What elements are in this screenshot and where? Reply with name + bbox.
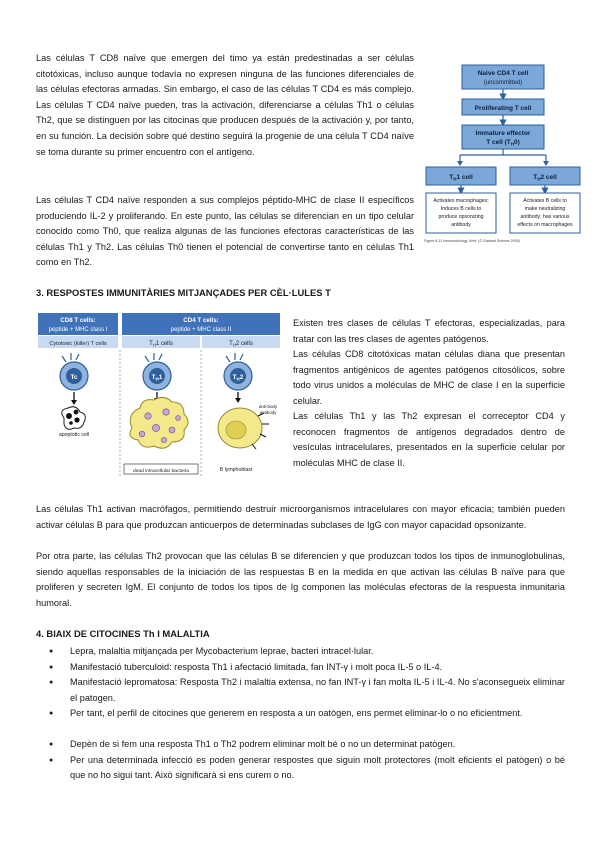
antibody-label-1: anti-body	[258, 404, 278, 409]
section-3-paragraph-3: Las células Th1 y las Th2 expresan el correceptor CD4 y reconocen fragmentos de antígenos degradados dentro de vesículas intracelulares, presentados en la superficie celular por moléculas MHC de clase II.	[293, 411, 565, 468]
section-3-paragraph-4: Las células Th1 activan macrófagos, permitiendo destruir microorganismos intracelulares con mayor eficacia; también pueden activar células B para que produzcan anticuerpos de determinadas subclases de IgG con mayor capacidad opsonizante.	[36, 504, 565, 530]
th2-label: $T_H2$ cell	[533, 174, 557, 182]
svg-text:Tc: Tc	[70, 374, 78, 381]
list-item: ● Per tant, el perfil de citocines que generem en resposta a un oatògen, ens permet eliminar-lo o no eficientment.	[36, 706, 565, 722]
cytotoxic-t-cell-icon	[60, 353, 88, 390]
dead-bacteria-label: dead intracellular bacteria	[132, 469, 190, 474]
b-lymphoblast-label: B lymphoblast	[219, 467, 253, 473]
th2-desc-2: make neutralizing	[524, 206, 566, 212]
th1-desc-3: produce opsonizing	[438, 214, 484, 220]
immature-effector-label: Immature effector	[475, 130, 531, 137]
section-3-paragraph-1: Existen tres clases de células T efectoras, especializadas, para tratar con las tres clases de agentes patógenos.	[293, 318, 565, 344]
figure-caption: Figure 8-11 Immunobiology, 6/ed. (© Garland Science 2005)	[424, 239, 520, 243]
intro-paragraph-2: Las células T CD4 naïve responden a sus complejos péptido-MHC de clase II específicos produciendo IL-2 y proliferando. En este punto, las células se diferencian en un tipo celular conocido como Th0, que realiza algunas de las funciones efectoras características de las células Th1 y Th2. Las células Th0 tienen el potencial de convertirse tanto en células Th1 como en Th2.	[36, 195, 414, 268]
antibody-label-2: antibody	[259, 410, 277, 415]
proliferating-label: Proliferating T cell	[474, 105, 532, 112]
cd4-header-line1: CD4 T cells:	[183, 317, 219, 324]
cytotoxic-label: Cytotoxic (killer) T cells	[49, 341, 107, 347]
th1-label: $T_H1$ cell	[449, 174, 473, 182]
intro-paragraph-1: Las células T CD8 naïve que emergen del timo ya están predestinadas a ser células citotóxicas, incluso aunque todavía no expresen ninguna de las funciones diferenciales de las células efectoras armadas. Sin embargo, el caso de las células T CD4 es más complejo. Las células T CD4 naïve pueden, tras la activación, diferenciarse a células Th1 o células Th2, que se distinguen por las citocinas que producen después de la activación y, por tanto, en su función. La decisión sobre qué destino seguirá la progenie de una célula T CD4 naïve se toma durante su primer encuentro con el antígeno.	[36, 53, 414, 157]
section-4-heading: 4. BIAIX DE CITOCINES Th I MALALTIA	[36, 628, 210, 639]
th2-cell-icon	[224, 353, 252, 390]
th2-desc-1: Activates B cells to	[523, 198, 567, 204]
th1-desc-1: Activates macrophages;	[433, 198, 489, 204]
list-item: ● Manifestació lepromatosa: Resposta Th2 i malaltia extensa, no fan INT-γ i fan molta IL-5 i IL-4. No s'aconsegueix eliminar el patogen.	[36, 675, 565, 706]
list-item: ● Per una determinada infecció es poden generar respostes que siguin molt protectores (molt eficients el patògen) o bé que no ho sigui tant. Això significarà si ens curem o no.	[36, 753, 565, 784]
list-item: ● Manifestació tuberculoid: resposta Th1 i afectació limitada, fan INT-γ i molt poca IL-5 o IL-4.	[36, 660, 565, 676]
effector-t-cells-figure	[36, 312, 282, 480]
th-differentiation-diagram	[422, 60, 584, 248]
th2-cells-label: $T_H2$ cells	[229, 341, 253, 348]
section-3-heading: 3. RESPOSTES IMMUNITÀRIES MITJANÇADES PER CÈL·LULES T	[36, 287, 331, 298]
cytokine-bias-list	[36, 644, 565, 784]
section-3-paragraph-2: Las células CD8 citotóxicas matan células diana que presentan fragmentos antigénicos de agentes patógenos citosólicos, sobre todo virus unidos a moléculas de MHC de clase I en la superficie celular.	[293, 349, 565, 406]
th1-desc-2: Induces B cells to	[440, 206, 482, 212]
naive-cd4-label: Naive CD4 T cell	[477, 70, 529, 77]
th1-cell-icon	[143, 353, 171, 390]
cd8-header-line2: peptide + MHC class I	[48, 327, 108, 333]
list-item: ● Lepra, malaltia mitjançada per Mycobacterium leprae, bacteri intracel·lular.	[36, 644, 565, 660]
apoptotic-cell-label: apoptotic cell	[58, 432, 90, 438]
th2-desc-4: effects on macrophages	[517, 222, 573, 228]
th1-cells-label: $T_H1$ cells	[149, 341, 173, 348]
apoptotic-cell-icon	[62, 407, 86, 430]
th2-desc-3: antibody; has various	[520, 214, 570, 220]
svg-text:TH1: $T_H1$	[151, 374, 163, 382]
cd4-header-line2: peptide + MHC class II	[170, 327, 232, 333]
macrophage-icon	[130, 397, 188, 448]
th1-desc-4: antibody	[451, 222, 471, 228]
th0-label: T cell $(T_H0)$	[486, 139, 520, 147]
svg-text:TH2: $T_H2$	[232, 374, 244, 382]
section-3-paragraph-5: Por otra parte, las células Th2 provocan que las células B se diferencien y que produzcan todos los tipos de inmunoglobulinas, siendo aquellas responsables de la iniciación de las respuestas B en la medida en que activan las células B naïve para que proliferen y secreten IgM. El conjunto de todos los tipos de Ig componen las moléculas efectoras de la respuesta inmunitaria humoral.	[36, 551, 565, 608]
uncommitted-label: (uncommitted)	[483, 80, 523, 86]
cd8-header-line1: CD8 T cells:	[60, 317, 96, 324]
list-item: ● Depèn de si fem una resposta Th1 o Th2 podrem eliminar molt bé o no un determinat patògen.	[36, 737, 565, 753]
